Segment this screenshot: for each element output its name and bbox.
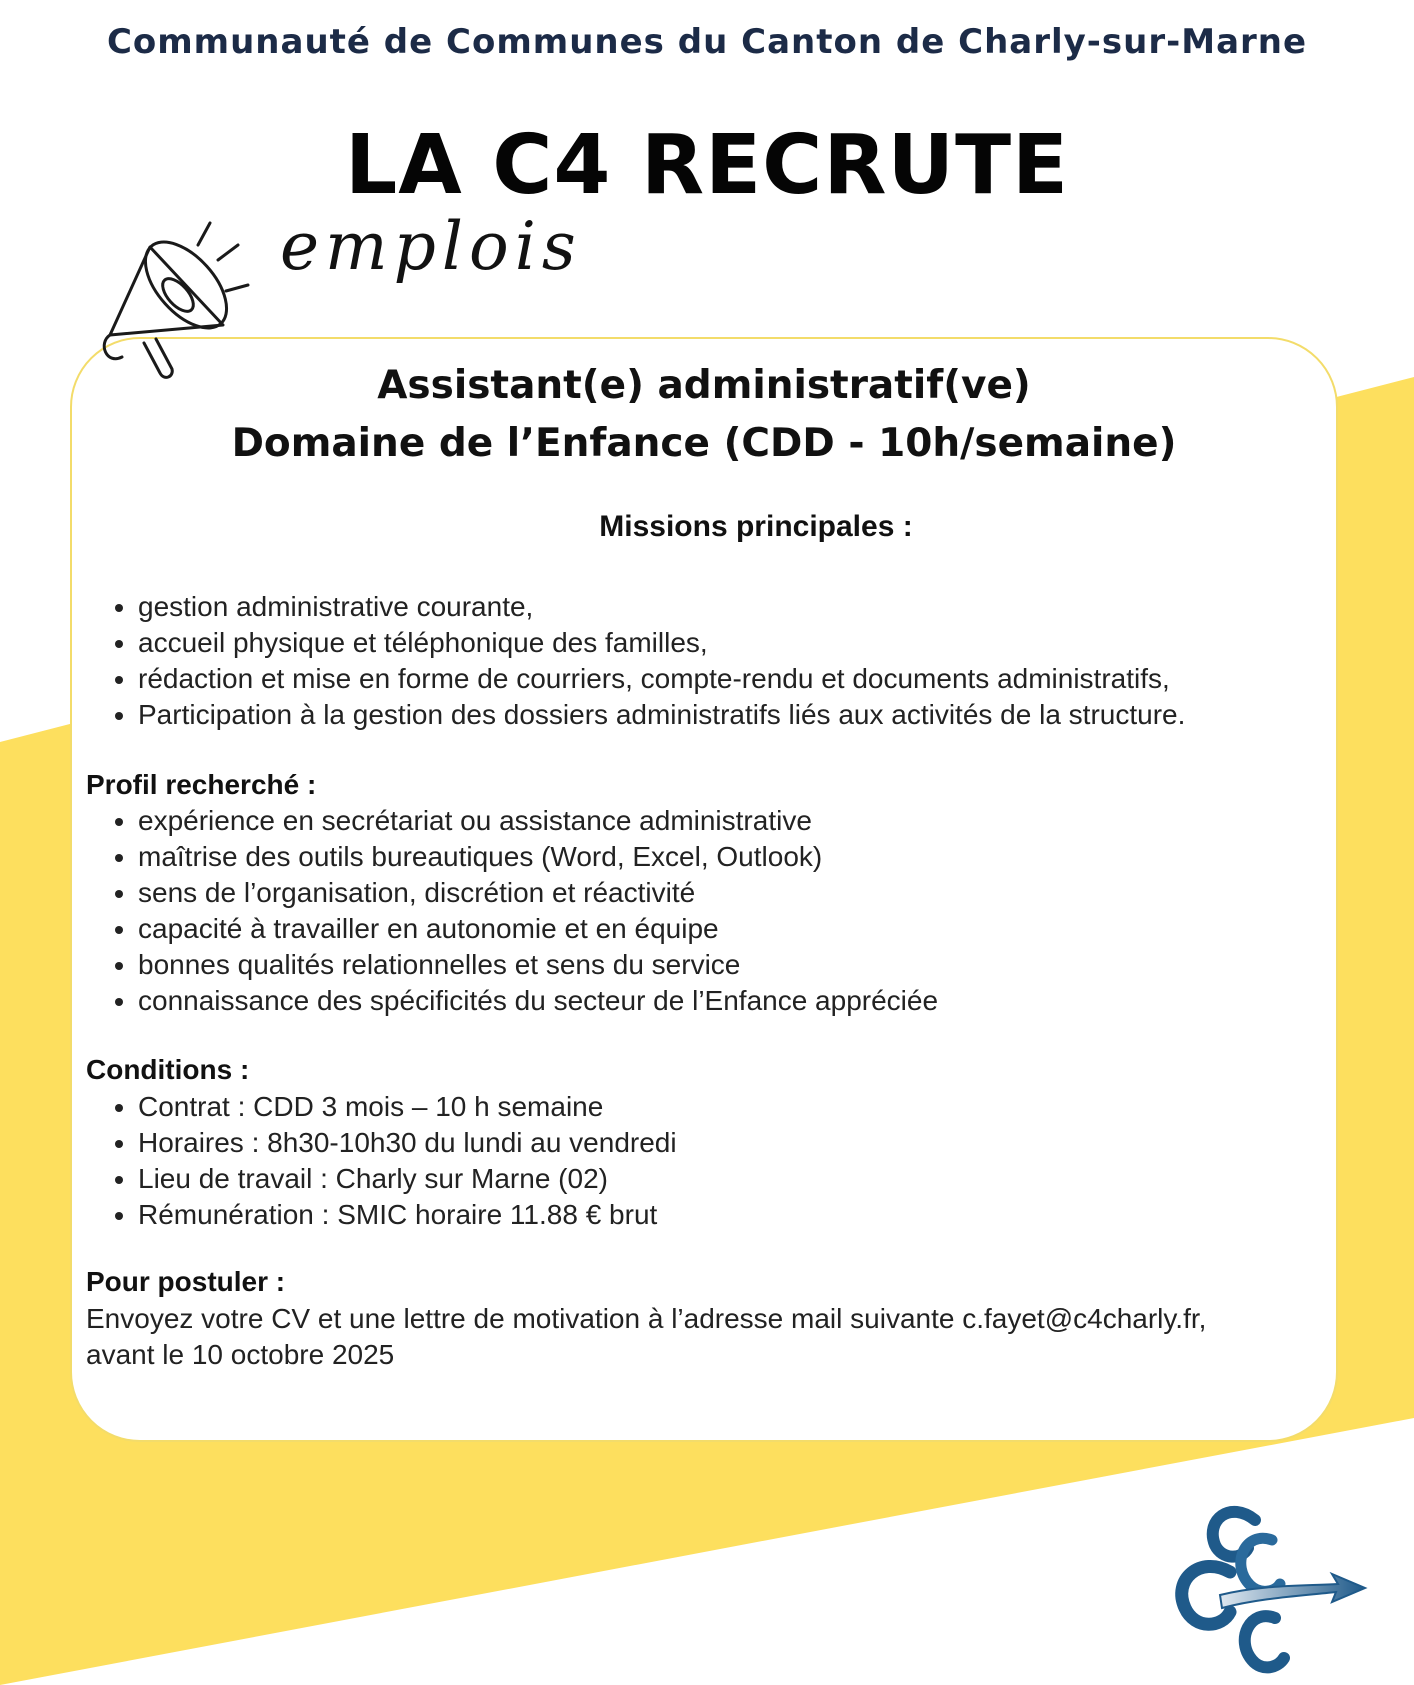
- list-item: • Participation à la gestion des dossiers administratifs liés aux activités de la structure.: [138, 697, 1185, 733]
- list-item: • gestion administrative courante,: [138, 589, 1185, 625]
- list-item: • connaissance des spécificités du secteur de l’Enfance appréciée: [138, 983, 938, 1019]
- missions-list: [86, 589, 1185, 733]
- list-item: • bonnes qualités relationnelles et sens du service: [138, 947, 938, 983]
- profile-heading: Profil recherché :: [86, 769, 317, 800]
- list-item: • Lieu de travail : Charly sur Marne (02): [138, 1161, 677, 1197]
- apply-heading: Pour postuler :: [86, 1266, 286, 1297]
- list-item: • accueil physique et téléphonique des familles,: [138, 625, 1185, 661]
- organization-name: Communauté de Communes du Canton de Charly-sur-Marne: [106, 22, 1308, 62]
- megaphone-icon: [98, 215, 278, 390]
- list-item: • expérience en secrétariat ou assistance administrative: [138, 803, 938, 839]
- list-item: • rédaction et mise en forme de courriers, compte-rendu et documents administratifs,: [138, 661, 1185, 697]
- list-item: • sens de l’organisation, discrétion et réactivité: [138, 875, 938, 911]
- missions-heading: Missions principales :: [599, 510, 913, 543]
- list-item: • Contrat : CDD 3 mois – 10 h semaine: [138, 1089, 677, 1125]
- apply-instructions: [86, 1301, 1336, 1373]
- headline: LA C4 RECRUTE: [344, 118, 1070, 213]
- list-item: • capacité à travailler en autonomie et en équipe: [138, 911, 938, 947]
- list-item: • maîtrise des outils bureautiques (Word, Excel, Outlook): [138, 839, 938, 875]
- apply-line1: Envoyez votre CV et une lettre de motivation à l’adresse mail suivante c.fayet@c4charly.fr,: [86, 1303, 1207, 1334]
- script-word: emplois: [280, 208, 582, 285]
- job-title-line1: Assistant(e) administratif(ve): [377, 363, 1031, 408]
- apply-line2: avant le 10 octobre 2025: [86, 1339, 395, 1370]
- job-title-line2: Domaine de l’Enfance (CDD - 10h/semaine): [231, 421, 1177, 466]
- profile-list: [86, 803, 938, 1019]
- c4-logo: [1160, 1500, 1370, 1680]
- list-item: • Horaires : 8h30-10h30 du lundi au vendredi: [138, 1125, 677, 1161]
- conditions-heading: Conditions :: [86, 1054, 250, 1085]
- list-item: • Rémunération : SMIC horaire 11.88 € brut: [138, 1197, 677, 1233]
- conditions-list: [86, 1089, 677, 1233]
